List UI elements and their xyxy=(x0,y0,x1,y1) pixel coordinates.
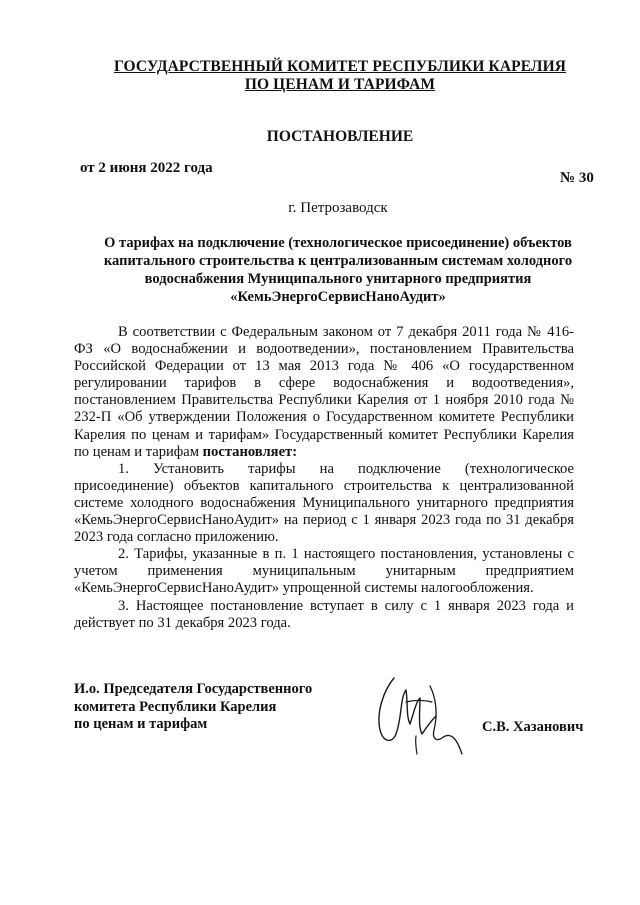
document-type: ПОСТАНОВЛЕНИЕ xyxy=(266,128,414,145)
document-body xyxy=(74,324,574,632)
decree-item-1: 1. Установить тарифы на подключение (технологическое присоединение) объектов капитального строительства к централизованной системе холодного водоснабжения Муниципального унитарного предприятия «КемьЭнергоСервисНаноАудит» на период с 1 января 2023 года по 31 декабря 2023 года согласно приложению. xyxy=(74,460,574,546)
committee-name-line2: ПО ЦЕНАМ И ТАРИФАМ xyxy=(244,76,436,93)
signatory-name: С.В. Хазанович xyxy=(482,719,584,735)
subject-line: О тарифах на подключение (технологическое присоединение) объектов xyxy=(104,235,572,251)
document-date: от 2 июня 2022 года xyxy=(80,160,213,176)
committee-name-line1: ГОСУДАРСТВЕННЫЙ КОМИТЕТ РЕСПУБЛИКИ КАРЕЛИЯ xyxy=(113,58,567,75)
decree-word: постановляет: xyxy=(202,443,298,460)
document-subject xyxy=(88,234,588,306)
subject-line: «КемьЭнергоСервисНаноАудит» xyxy=(230,289,446,305)
decree-item-2: 2. Тарифы, указанные в п. 1 настоящего постановления, установлены с учетом применения муниципальным унитарным предприятием «КемьЭнергоСервисНаноАудит» упрощенной системы налогообложения. xyxy=(74,546,574,597)
subject-line: капитального строительства к централизованным системам холодного xyxy=(103,253,573,269)
document-number: № 30 xyxy=(560,170,594,186)
document-city: г. Петрозаводск xyxy=(288,200,388,216)
preamble-text: В соответствии с Федеральным законом от 7 декабря 2011 года № 416-ФЗ «О водоснабжении и водоотведении», постановлением Правительства Российской Федерации от 13 мая 2013 года № 406 «О государственном регулировании тарифов в сфере водоснабжения и водоотведения», постановлением Правительства Республики Карелия от 1 ноября 2010 года № 232-П «Об утверждении Положения о Государственном комитете Республики Карелия по ценам и тарифам» Государственный комитет Республики Карелия по ценам и тарифам xyxy=(74,324,574,460)
preamble-paragraph xyxy=(74,324,574,461)
handwritten-signature xyxy=(366,672,486,762)
decree-item-3: 3. Настоящее постановление вступает в силу с 1 января 2023 года и действует по 31 декабря 2023 года. xyxy=(74,597,574,631)
signatory-title-line: комитета Республики Карелия xyxy=(74,698,277,715)
signatory-title-line: И.о. Председателя Государственного xyxy=(74,681,313,697)
subject-line: водоснабжения Муниципального унитарного предприятия xyxy=(144,271,532,287)
signatory-title xyxy=(74,681,312,734)
signatory-title-line: по ценам и тарифам xyxy=(74,716,208,732)
